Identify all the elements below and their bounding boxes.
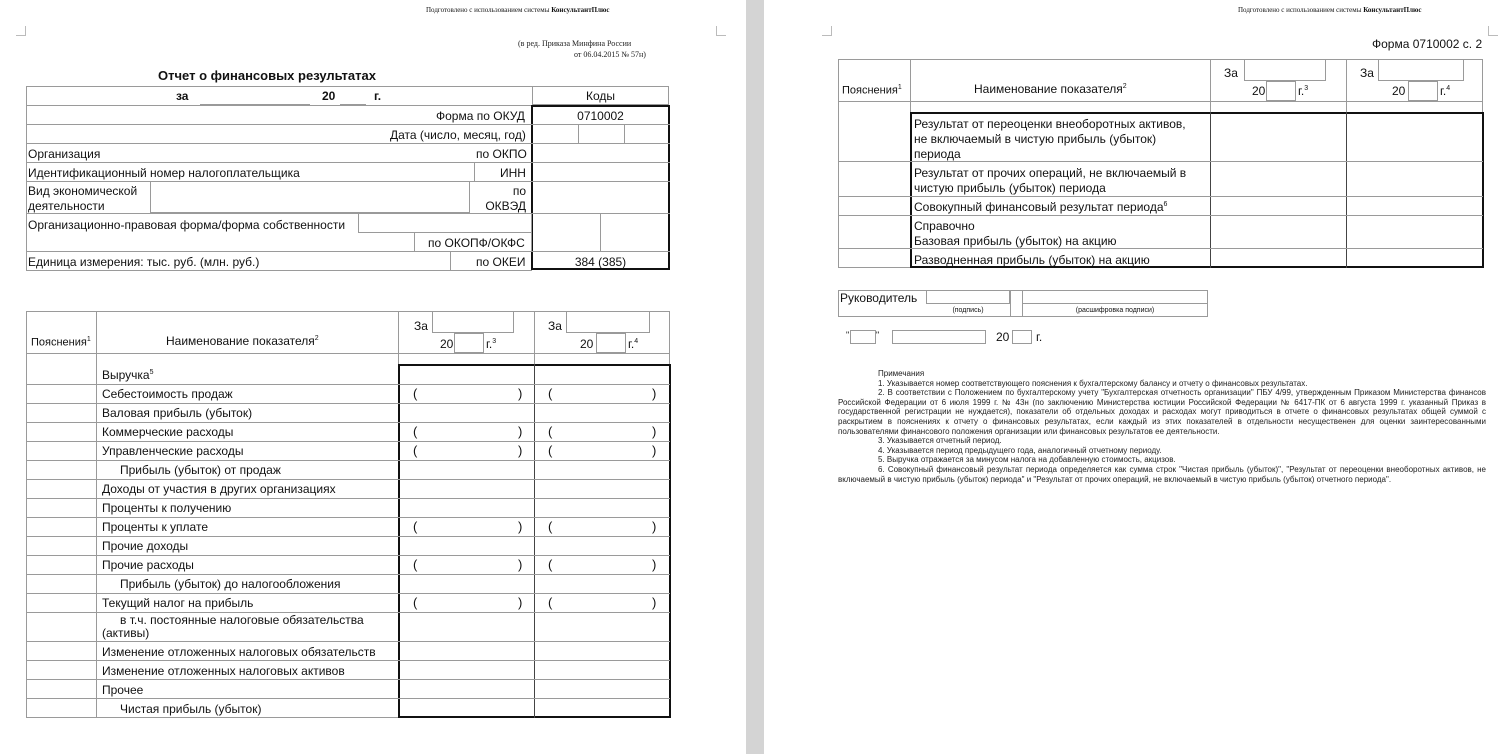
period2-field[interactable] (1378, 59, 1464, 81)
col-notes-header: Пояснения$^1$ (31, 336, 91, 349)
year-prefix: 20 (322, 89, 336, 103)
paren-close: ) (518, 443, 523, 458)
year2-prefix: 20 (1392, 84, 1406, 98)
okpo-label: по ОКПО (476, 147, 527, 161)
head-label: Руководитель (840, 291, 918, 305)
sign-year-prefix: 20 (996, 330, 1010, 344)
paren-open: ( (413, 519, 418, 534)
row-participation-income: Доходы от участия в других организациях (102, 482, 336, 496)
form-ref: Форма 0710002 с. 2 (1372, 37, 1483, 51)
note-2: 2. В соответствии с Положением по бухгалтерскому учету "Бухгалтерская отчетность организации" ПБУ 4/99, утвержденным Приказом Министерства финансов Российской Федерации от 6 июля 1999 г. № 43н (по заключению Министерства юстиции Российской Федерации № 6417-ПК от 6 августа 1999 г. указанный Приказ в государственной регистрации не нуждается), показатели об отдельных доходах и расходах могут приводиться в отчете о финансовых результатах общей суммой с раскрытием в пояснениях к отчету о финансовых результатах, если каждый из этих показателей в отдельности несущественен для оценки заинтересованными пользователями финансового положения организации или финансовых результатов ее деятельности. (838, 388, 1486, 436)
okved-label-1: по (512, 184, 526, 198)
year1-prefix: 20 (1252, 84, 1266, 98)
row-deferred-tax-assets: Изменение отложенных налоговых активов (102, 664, 345, 678)
row-sales-profit: Прибыль (убыток) от продаж (120, 463, 281, 477)
row-deferred-tax-liabilities: Изменение отложенных налоговых обязательств (102, 645, 376, 659)
legal-form-field[interactable] (358, 213, 532, 233)
paren-close: ) (518, 424, 523, 439)
corner-mark (1488, 26, 1498, 36)
note-4: 4. Указывается период предыдущего года, аналогичный отчетному периоду. (878, 445, 1162, 455)
period-prefix: за (176, 89, 189, 103)
row-admin-expenses: Управленческие расходы (102, 444, 244, 458)
sign-year-field[interactable] (1012, 330, 1032, 344)
corner-mark (16, 26, 26, 36)
paren-open: ( (548, 595, 553, 610)
paren-open: ( (413, 424, 418, 439)
quote-open: " (846, 330, 850, 340)
inn-label: ИНН (500, 166, 526, 180)
activity-label-1: Вид экономической (28, 184, 138, 198)
form-page-2[interactable] (764, 0, 1512, 754)
notes-title: Примечания (878, 369, 925, 378)
paren-close: ) (652, 519, 657, 534)
row-other-operations-2: чистую прибыль (убыток) периода (914, 181, 1106, 195)
inn-title: Идентификационный номер налогоплательщика (28, 166, 300, 180)
unit-label: Единица измерения: тыс. руб. (млн. руб.) (28, 255, 260, 269)
period1-field[interactable] (432, 311, 514, 333)
row-total-result: Совокупный финансовый результат периода$^6$ (914, 200, 1168, 214)
quote-close: " (876, 330, 880, 340)
note-3: 3. Указывается отчетный период. (878, 436, 1002, 446)
row-other-operations-1: Результат от прочих операций, не включаемый в (914, 166, 1187, 180)
year1-prefix: 20 (440, 337, 454, 351)
year2-suffix: г.$^4$ (628, 337, 639, 351)
row-permanent-tax-liabilities-2: (активы) (102, 626, 150, 640)
activity-field[interactable] (150, 181, 470, 213)
paren-open: ( (548, 386, 553, 401)
okud-value: 0710002 (577, 109, 624, 123)
paren-close: ) (518, 595, 523, 610)
header-note: Подготовлено с использованием системы КонсультантПлюс (426, 6, 610, 14)
col-name-header: Наименование показателя$^2$ (166, 334, 319, 348)
paren-open: ( (413, 443, 418, 458)
paren-close: ) (652, 424, 657, 439)
okopf-label: по ОКОПФ/ОКФС (428, 236, 525, 250)
period2-za: За (548, 319, 562, 333)
year2-field[interactable] (596, 333, 626, 353)
corner-mark (822, 26, 832, 36)
okud-label: Форма по ОКУД (436, 109, 525, 123)
row-commercial-expenses: Коммерческие расходы (102, 425, 234, 439)
paren-close: ) (652, 443, 657, 458)
period2-field[interactable] (566, 311, 650, 333)
row-cost-of-sales: Себестоимость продаж (102, 387, 233, 401)
day-field[interactable] (850, 330, 876, 344)
okei-value: 384 (385) (574, 255, 627, 269)
period1-za: За (1224, 66, 1238, 80)
row-basic-eps: Базовая прибыль (убыток) на акцию (914, 234, 1117, 248)
paren-open: ( (413, 595, 418, 610)
row-revaluation-2: не включаемый в чистую прибыль (убыток) (914, 132, 1157, 146)
paren-close: ) (518, 386, 523, 401)
revision-line-1: (в ред. Приказа Минфина России (518, 39, 632, 48)
paren-open: ( (548, 424, 553, 439)
year1-field[interactable] (454, 333, 484, 353)
year2-prefix: 20 (580, 337, 594, 351)
paren-close: ) (652, 595, 657, 610)
sign-caption: (подпись) (952, 307, 984, 314)
year2-suffix: г.$^4$ (1440, 84, 1451, 98)
okei-label: по ОКЕИ (476, 255, 526, 269)
paren-close: ) (518, 557, 523, 572)
form-page-1[interactable] (0, 0, 746, 754)
row-other-expenses: Прочие расходы (102, 558, 194, 572)
note-1: 1. Указывается номер соответствующего пояснения к бухгалтерскому балансу и отчету о финансовых результатах. (878, 378, 1308, 388)
revision-line-2: от 06.04.2015 № 57н) (574, 50, 646, 59)
period1-za: За (414, 319, 428, 333)
row-gross-profit: Валовая прибыль (убыток) (102, 406, 253, 420)
date-label: Дата (число, месяц, год) (390, 128, 526, 142)
sign-field[interactable] (926, 290, 1010, 304)
col-name-header: Наименование показателя$^2$ (974, 82, 1127, 96)
row-permanent-tax-liabilities: в т.ч. постоянные налоговые обязательства (120, 613, 364, 627)
paren-close: ) (652, 557, 657, 572)
paren-open: ( (548, 557, 553, 572)
legal-form-label: Организационно-правовая форма/форма собственности (28, 218, 346, 232)
row-current-tax: Текущий налог на прибыль (102, 596, 254, 610)
row-revenue: Выручка$^5$ (102, 368, 154, 382)
footnotes (838, 369, 1486, 484)
month-field[interactable] (892, 330, 986, 344)
paren-open: ( (548, 443, 553, 458)
year-suffix: г. (374, 89, 382, 103)
codes-header: Коды (585, 89, 616, 103)
decode-caption: (расшифровка подписи) (1075, 307, 1155, 314)
period1-field[interactable] (1244, 59, 1326, 81)
year1-field[interactable] (1266, 81, 1296, 101)
row-revaluation-3: периода (914, 147, 961, 161)
row-revaluation-1: Результат от переоценки внеоборотных активов, (914, 117, 1186, 131)
report-title: Отчет о финансовых результатах (158, 68, 376, 83)
row-interest-received: Проценты к получению (102, 501, 232, 515)
row-diluted-eps: Разводненная прибыль (убыток) на акцию (914, 253, 1150, 267)
org-label: Организация (28, 147, 101, 161)
row-pretax-profit: Прибыль (убыток) до налогообложения (120, 577, 341, 591)
row-other-income: Прочие доходы (102, 539, 189, 553)
year1-suffix: г.$^3$ (1298, 84, 1309, 98)
paren-open: ( (413, 386, 418, 401)
row-reference: Справочно (914, 219, 975, 233)
year1-suffix: г.$^3$ (486, 337, 497, 351)
header-note: Подготовлено с использованием системы КонсультантПлюс (1238, 6, 1422, 14)
page-gap (746, 0, 764, 754)
col-notes-header: Пояснения$^1$ (842, 84, 902, 97)
paren-close: ) (518, 519, 523, 534)
row-net-profit: Чистая прибыль (убыток) (120, 702, 262, 716)
activity-label-2: деятельности (28, 199, 105, 213)
row-interest-paid: Проценты к уплате (102, 520, 208, 534)
period2-za: За (1360, 66, 1374, 80)
note-5: 5. Выручка отражается за минусом налога на добавленную стоимость, акцизов. (878, 455, 1176, 465)
sign-year-suffix: г. (1036, 330, 1043, 344)
paren-open: ( (413, 557, 418, 572)
decode-field[interactable] (1022, 290, 1208, 304)
note-6: 6. Совокупный финансовый результат периода определяется как сумма строк "Чистая прибыль (убыток)", "Результат от переоценки внеоборотных активов, не включаемый в чистую прибыль (убыток) периода" и "Результат от прочих операций, не включаемый в чистую прибыль (убыток) отчетного периода". (838, 464, 1486, 484)
row-other: Прочее (102, 683, 144, 697)
corner-mark (716, 26, 726, 36)
paren-close: ) (652, 386, 657, 401)
okved-label-2: ОКВЭД (485, 199, 526, 213)
year2-field[interactable] (1408, 81, 1438, 101)
paren-open: ( (548, 519, 553, 534)
